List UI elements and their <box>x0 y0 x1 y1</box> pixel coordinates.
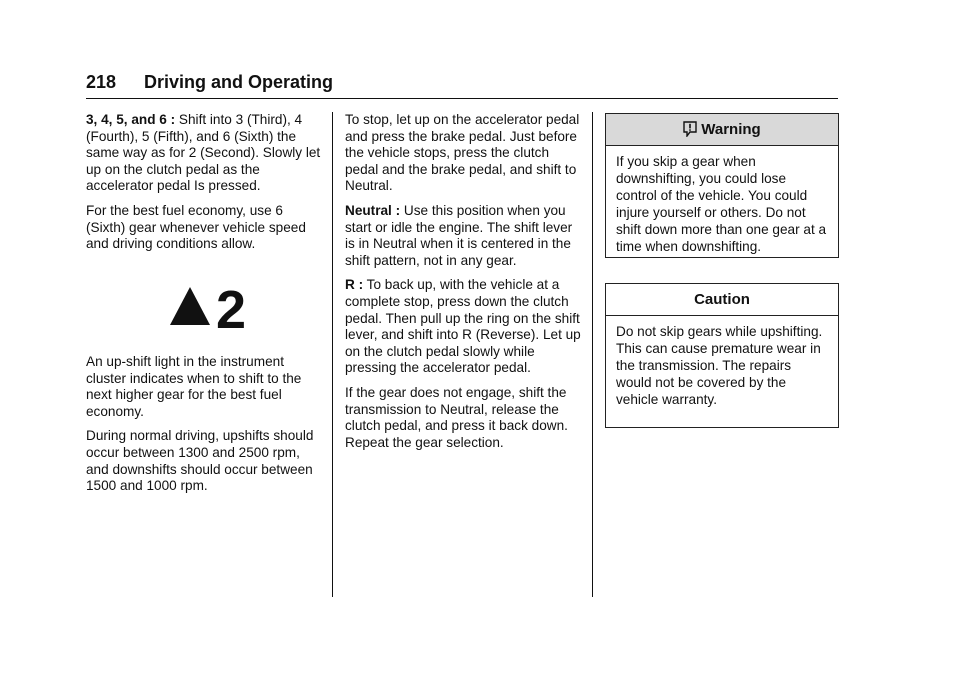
warning-body: If you skip a gear when downshifting, you could lose control of the vehicle. You could injure yourself or others. Do not shift down more than one gear at a time when downshifting. <box>616 154 827 254</box>
paragraph-text: Use this position when you start or idle the engine. The shift lever is in Neutral when it is centered in the shift pattern, not in any gear. <box>345 202 573 268</box>
paragraph-neutral <box>345 203 581 269</box>
column-left <box>86 112 322 261</box>
paragraph-fuel-economy: For the best fuel economy, use 6 (Sixth) gear whenever vehicle speed and driving conditions allow. <box>86 202 306 252</box>
caution-title: Caution <box>694 291 750 308</box>
caution-header <box>606 284 838 316</box>
paragraph-text: Shift into 3 (Third), 4 (Fourth), 5 (Fifth), and 6 (Sixth) the same way as for 2 (Second). Slowly let up on the clutch pedal as the accelerator pedal Is pressed. <box>86 112 321 194</box>
paragraph-text: To back up, with the vehicle at a complete stop, press down the clutch pedal. Then pull up the ring on the shift lever, and shift into R (Reverse). Let up on the clutch pedal slowly while pressing the accelerator pedal. <box>345 277 581 376</box>
section-title: Driving and Operating <box>144 72 334 92</box>
upshift-gear-number: 2 <box>216 282 247 332</box>
term-reverse: R : <box>345 277 364 293</box>
paragraph-no-engage: If the gear does not engage, shift the transmission to Neutral, release the clutch pedal, and press it back down. Repeat the gear selection. <box>345 384 568 450</box>
page-number: 218 <box>86 72 117 92</box>
column-middle <box>345 112 581 459</box>
caution-box <box>605 283 839 428</box>
warning-icon <box>683 121 697 137</box>
term-3-4-5-6: 3, 4, 5, and 6 : <box>86 112 176 127</box>
triangle-up-icon <box>170 287 210 325</box>
page-header <box>86 72 838 99</box>
column-left-lower <box>86 354 322 503</box>
column-divider <box>592 112 593 597</box>
warning-title: Warning <box>701 121 761 138</box>
term-neutral: Neutral : <box>345 202 401 218</box>
paragraph-gears-3-6 <box>86 112 322 195</box>
upshift-light-icon <box>170 282 250 332</box>
caution-body: Do not skip gears while upshifting. This can cause premature wear in the transmission. The repairs would not be covered by the vehicle warranty. <box>616 324 823 407</box>
paragraph-rpm: During normal driving, upshifts should occur between 1300 and 2500 rpm, and downshifts should occur between 1500 and 1000 rpm. <box>86 428 314 494</box>
warning-box <box>605 113 839 258</box>
column-divider <box>332 112 333 597</box>
warning-header <box>606 114 838 146</box>
paragraph-stop: To stop, let up on the accelerator pedal and press the brake pedal. Just before the vehicle stops, press the clutch pedal and the brake pedal, and shift to Neutral. <box>345 112 580 194</box>
paragraph-upshift-light: An up-shift light in the instrument cluster indicates when to shift to the next higher gear for the best fuel economy. <box>86 354 302 419</box>
paragraph-reverse <box>345 277 581 377</box>
